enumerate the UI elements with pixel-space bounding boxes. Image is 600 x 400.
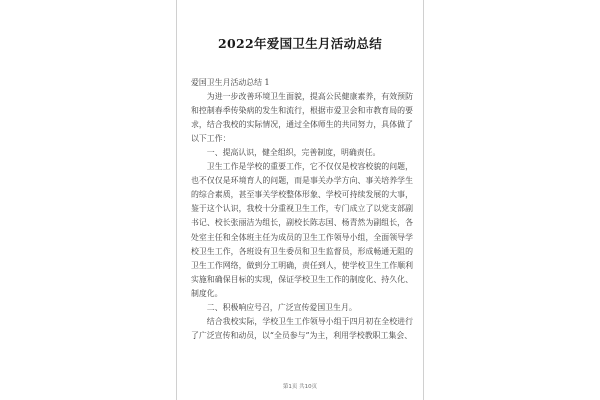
paragraph-section-2: 结合我校实际，学校卫生工作领导小组于四月初在全校进行了广泛宣传和动员，以“全员参与”为主，利用学校教职工集会、 <box>191 316 413 340</box>
paragraph-section-1: 卫生工作是学校的重要工作，它不仅仅是校容校貌的问题，也不仅仅是环境育人的问题，而是事关办学方向、事关培养学生的综合素质，甚至事关学校整体形象、学校可持续发展的大事，鉴于这个认识，我校十分重视卫生工作，专门成立了以党支部副书记、校长张丽洁为组长，副校长陈志国、杨青然为副组长，各处室主任和全体班主任为成员的卫生工作领导小组，全面领导学校卫生工作，各班设有卫生委员和卫生监督员，形成畅通无阻的卫生工作网络，做到分工明确，责任到人，使学校卫生工作顺利实施和确保目标的实现，保证学校卫生工作的制度化、持久化、制度化。 <box>191 162 413 298</box>
section-heading-1: 一、提高认识，健全组织，完善制度，明确责任。 <box>206 148 381 158</box>
document-body <box>191 76 413 343</box>
document-title: 2022年爱国卫生月活动总结 <box>218 36 382 51</box>
page-number-footer: 第1页 共10页 <box>282 384 318 390</box>
document-page <box>176 0 424 400</box>
section-heading-2: 二、积极响应号召，广泛宣传爱国卫生月。 <box>206 302 357 312</box>
section-subtitle: 爱国卫生月活动总结 1 <box>191 78 270 87</box>
paragraph-intro: 为进一步改善环境卫生面貌，提高公民健康素养，有效预防和控制春季传染病的发生和流行，根据市爱卫会和市教育局的要求，结合我校的实际情况，通过全体师生的共同努力，具体做了以下工作： <box>191 92 413 144</box>
